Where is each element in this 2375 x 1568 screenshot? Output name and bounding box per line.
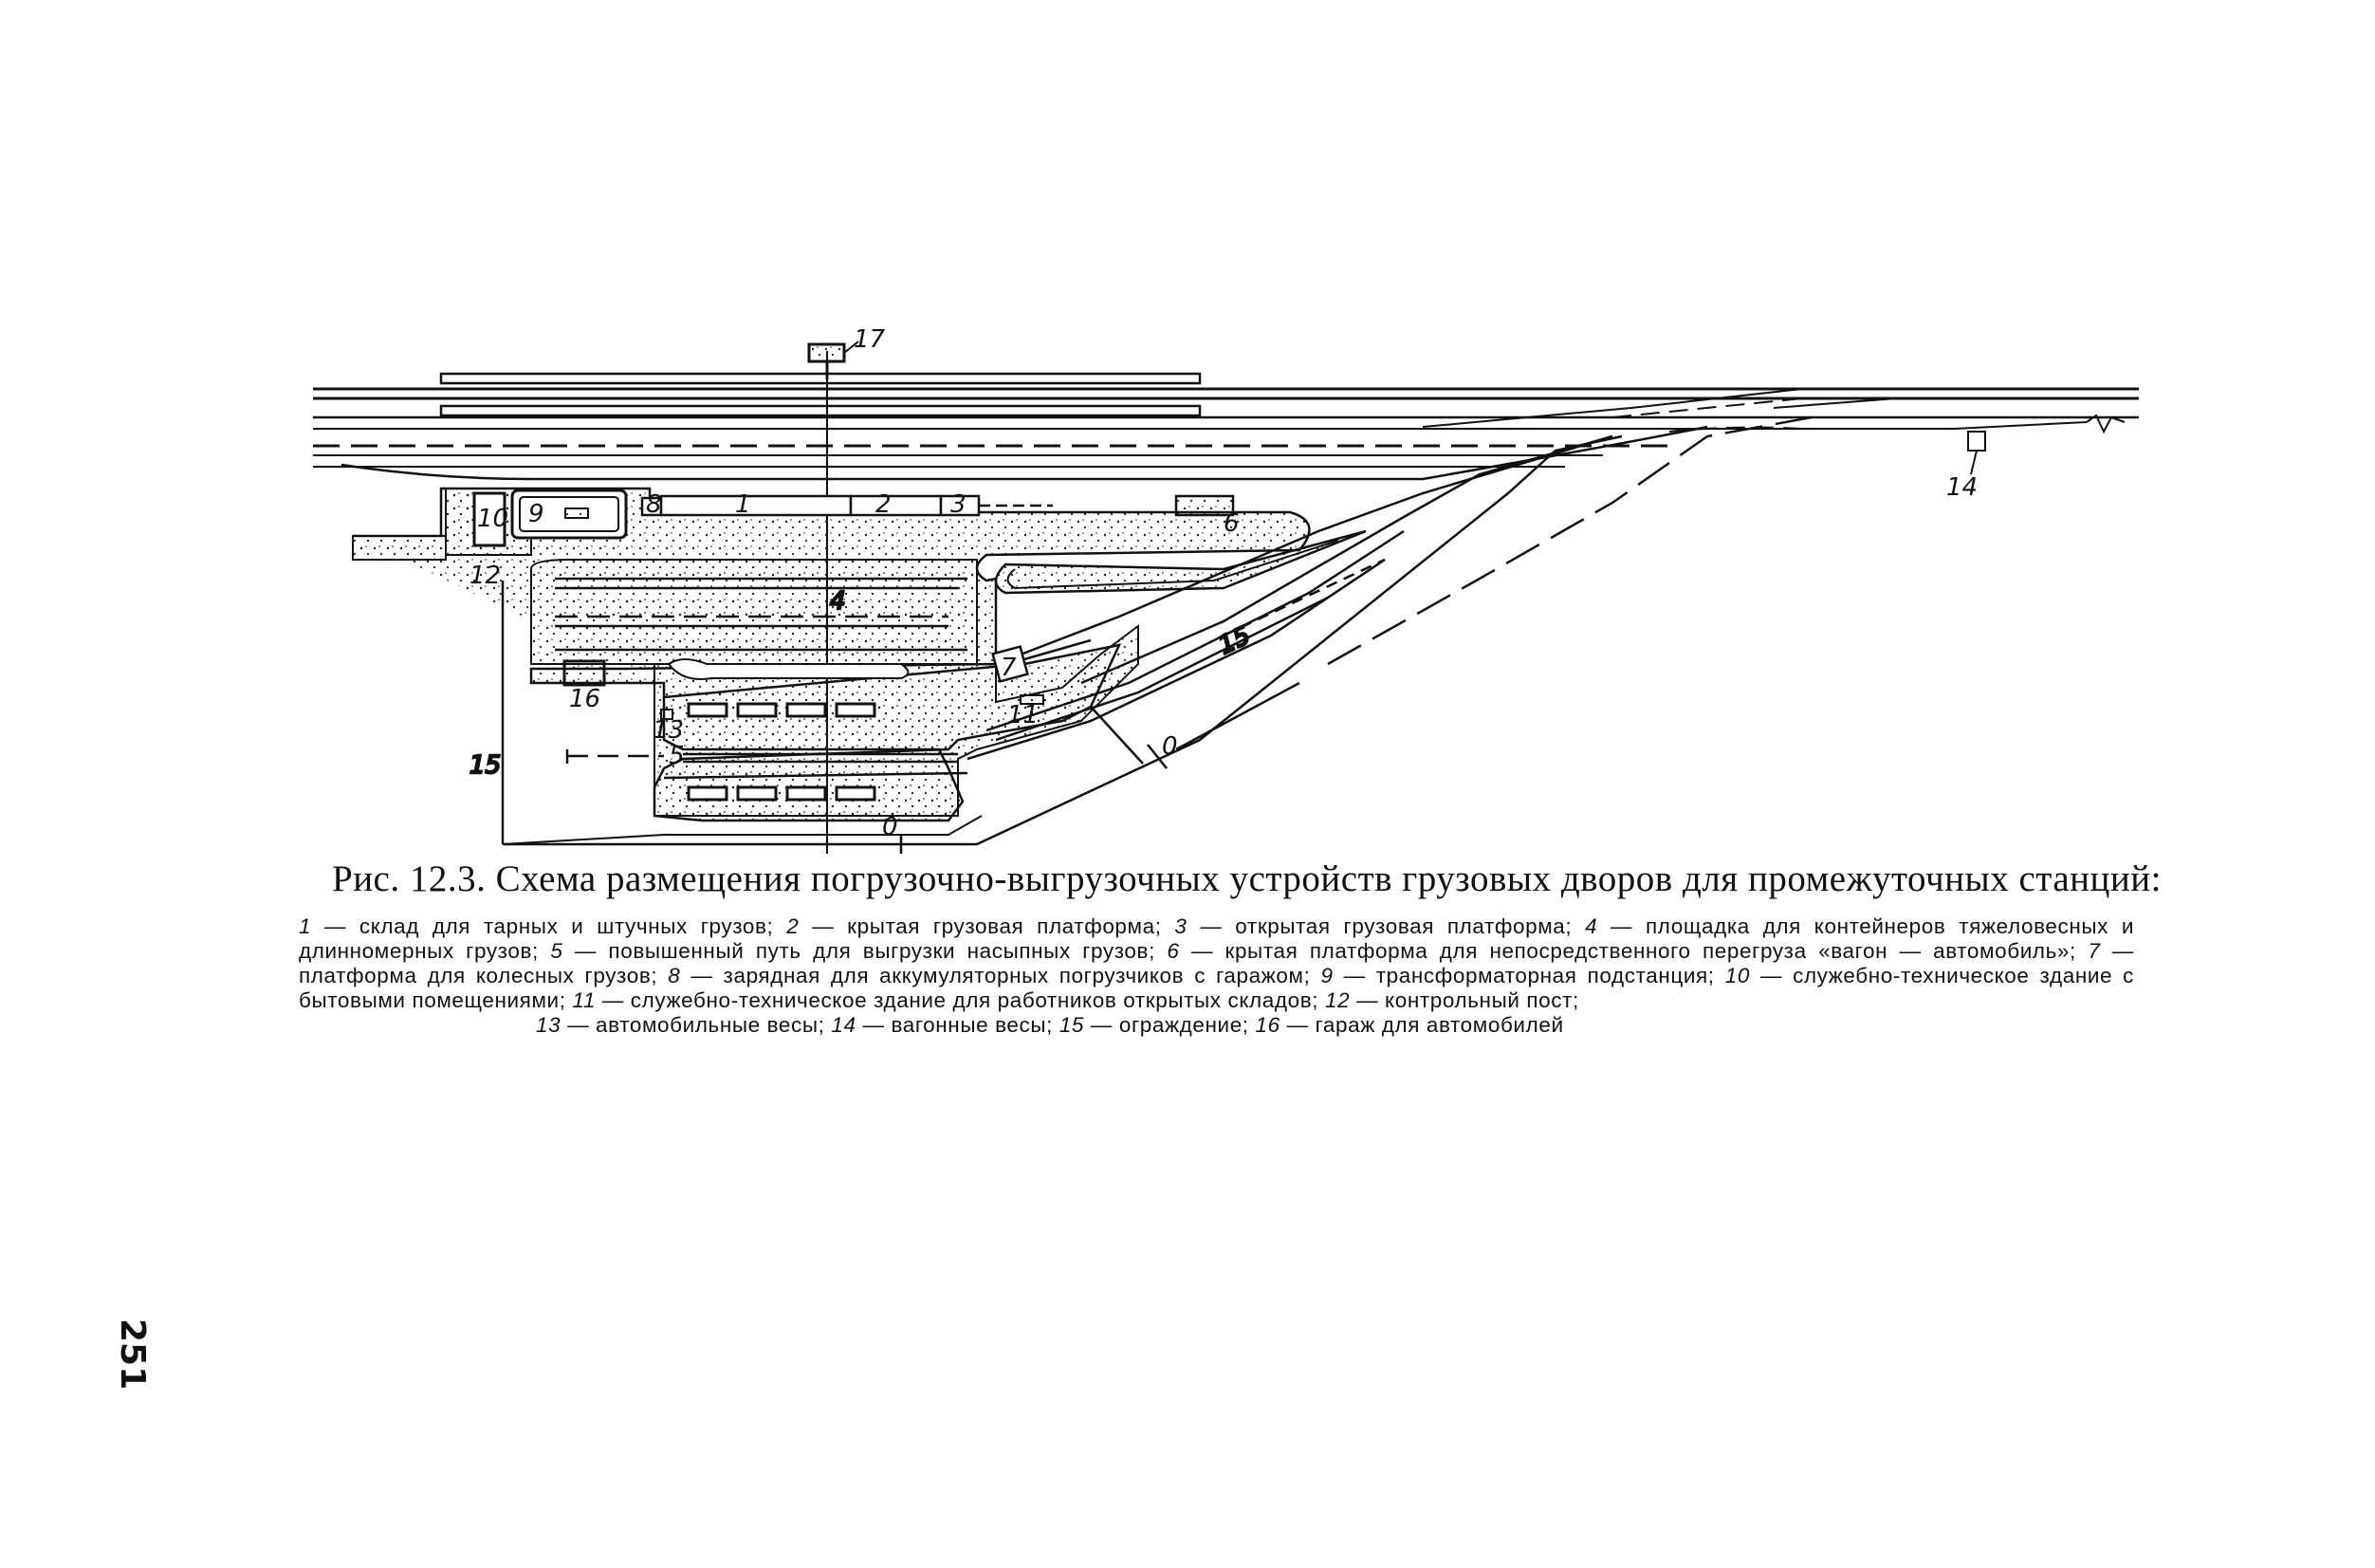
building-11 (1007, 695, 1043, 729)
wagon-scale-14 (1946, 432, 1985, 502)
label-4: 4 (830, 587, 846, 616)
label-0a: 0 (1162, 732, 1178, 761)
label-14: 14 (1946, 473, 1979, 502)
substation-9 (512, 490, 626, 538)
building-17 (809, 325, 886, 379)
label-5: 5 (669, 742, 685, 770)
label-13: 13 (653, 716, 685, 745)
label-10: 10 (477, 505, 509, 533)
label-6: 6 (1224, 509, 1240, 538)
label-3: 3 (950, 490, 967, 519)
label-2: 2 (875, 490, 892, 519)
label-12: 12 (469, 562, 502, 590)
label-8: 8 (646, 490, 662, 519)
label-15a: 15 (1214, 621, 1255, 661)
figure-caption: Рис. 12.3. Схема размещения погрузочно-выгрузочных устройств грузовых дворов для промежуточных станций: (332, 858, 2162, 899)
label-16: 16 (569, 685, 601, 713)
label-11: 11 (1007, 701, 1040, 729)
building-10 (474, 493, 508, 545)
figure-legend: 1 — склад для тарных и штучных грузов; 2 — крытая грузовая платформа; 3 — открытая грузовая платформа; 4 — площадка для контейнеров тяжеловесных и длинномерных грузов; 5 — повышенный путь для выгрузки насыпных грузов; 6 — крытая платформа для непосредственного перегруза «вагон — автомобиль»; 7 — платформа для колесных грузов; 8 — зарядная для аккумуляторных погрузчиков с гаражом; 9 — трансформаторная подстанция; 10 — служебно-техническое здание с бытовыми помещениями; 11 — служебно-техническое здание для работников открытых складов; 12 — контрольный пост; 13 — автомобильные весы; 14 — вагонные весы; 15 — ограждение; 16 — гараж для автомобилей (299, 914, 2134, 1037)
label-9: 9 (528, 500, 544, 528)
label-15b: 15 (469, 751, 502, 780)
label-1: 1 (735, 490, 751, 519)
label-17: 17 (854, 325, 886, 354)
garage-16 (564, 661, 604, 713)
main-tracks (313, 389, 2139, 479)
label-7: 7 (1001, 654, 1017, 682)
page-number: 251 (113, 1319, 152, 1391)
label-0b: 0 (882, 813, 898, 841)
